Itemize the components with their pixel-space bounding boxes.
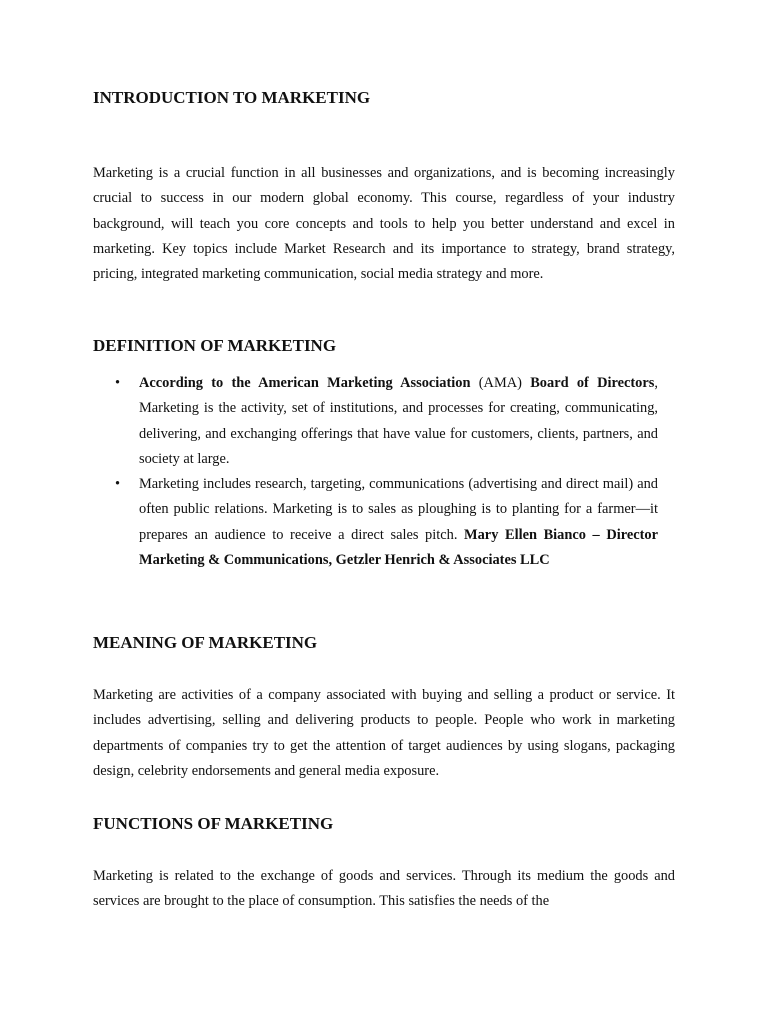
list-item (93, 472, 658, 573)
definition-text: , Marketing is the activity, set of institutions, and processes for creating, communicating, delivering, and exchanging offerings that have value for customers, clients, partners, and society at large. (139, 375, 658, 467)
bold-text-board: Board of Directors (530, 375, 655, 391)
list-item (93, 371, 658, 472)
bullet-icon: • (115, 476, 121, 493)
paragraph-introduction: Marketing is a crucial function in all businesses and organizations, and is becoming increasingly crucial to success in our modern global economy. This course, regardless of your industry background, will teach you core concepts and tools to help you better understand and excel in marketing. Key topics include Market Research and its importance to strategy, brand strategy, pricing, integrated marketing communication, social media strategy and more. (93, 165, 675, 283)
heading-introduction: INTRODUCTION TO MARKETING (93, 88, 371, 107)
inline-text: (AMA) (470, 375, 531, 391)
bullet-icon: • (115, 375, 121, 391)
quote-attribution: Mary Ellen Bianco – Director Marketing & Communications, Getzler Henrich & Associates LLC (139, 526, 658, 569)
bold-text-ama: According to the American Marketing Association (139, 375, 471, 391)
paragraph-functions: Marketing is related to the exchange of goods and services. Through its medium the goods and services are brought to the place of consumption. This satisfies the needs of the (93, 868, 675, 910)
heading-functions: FUNCTIONS OF MARKETING (93, 814, 334, 833)
heading-meaning: MEANING OF MARKETING (93, 633, 318, 652)
paragraph-meaning: Marketing are activities of a company associated with buying and selling a product or service. It includes advertising, selling and delivering products to people. People who work in marketing departments of companies try to get the attention of target audiences by using slogans, packaging design, celebrity endorsements and general media exposure. (93, 687, 675, 779)
definition-text: Marketing includes research, targeting, communications (advertising and direct mail) and often public relations. Marketing is to sales as ploughing is to planting for a farmer—it prepares an audience to receive a direct sales pitch. (139, 476, 658, 543)
heading-definition: DEFINITION OF MARKETING (93, 336, 337, 355)
definition-bullet-list (93, 371, 658, 573)
